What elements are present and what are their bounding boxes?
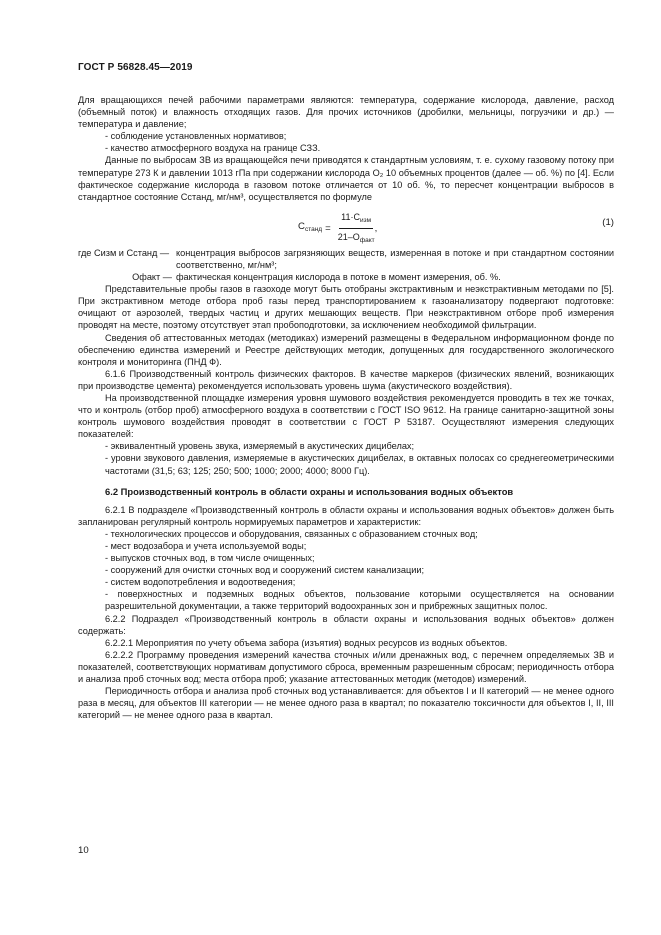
list-item: - качество атмосферного воздуха на границе СЗЗ. [105, 143, 321, 154]
paragraph: Для вращающихся печей рабочими параметрами являются: температура, содержание кислорода, давление, расход (объемный поток) и влажность отходящих газов. Для прочих источников (дробилки, мельницы, погрузчики и др.) — температура и давление; [78, 95, 614, 130]
where-description: фактическая концентрация кислорода в потоке в момент измерения, об. %. [176, 272, 501, 283]
paragraph: 6.2.2 Подраздел «Производственный контроль в области охраны и использования водных объектов» должен содержать: [78, 613, 614, 636]
document-header: ГОСТ Р 56828.45—2019 [78, 62, 193, 73]
formula-comma: , [374, 222, 378, 234]
page-body [78, 94, 614, 721]
section-heading: 6.2 Производственный контроль в области охраны и использования водных объектов [105, 485, 514, 497]
formula-numerator: $11\cdot C_{изм}$ [339, 211, 373, 229]
formula-equals: = [325, 222, 331, 234]
list-item: - уровни звукового давления, измеряемые в акустических дицибелах, в октавных полосах со среднегеометрическими частотами (31,5; 63; 125; 250; 500; 1000; 2000; 4000; 8000 Гц). [105, 453, 614, 476]
formula-1 [78, 205, 614, 243]
formula-lhs: $C_{станд}$ [298, 221, 323, 234]
where-clause [78, 271, 614, 283]
page-number: 10 [78, 845, 89, 856]
paragraph: Представительные пробы газов в газоходе могут быть отобраны экстрактивным и неэкстрактивным методами по [5]. При экстрактивном методе отбора проб газы перед транспортированием к газоанализатору подвергают подготовке: очищают от аэрозолей, твердых частиц и других мешающих веществ. При неэкстрактивном отборе проб измерения проводят на месте, поэтому отсутствует этап пробоподготовки, за исключением необходимой фильтрации. [78, 284, 614, 331]
paragraph: Периодичность отбора и анализа проб сточных вод устанавливается: для объектов I и II категорий — не менее одного раза в месяц, для объектов III категории — не менее одного раза в квартал; по показателю токсичности для объектов I, II, III категорий — не менее одного раза в квартал. [78, 686, 614, 721]
where-description: концентрация выбросов загрязняющих веществ, измеренная в потоке и при стандартном состоянии соответственно, мг/нм³; [176, 247, 614, 270]
list-item: - мест водозабора и учета используемой воды; [105, 541, 307, 551]
paragraph: Данные по выбросам ЗВ из вращающейся печи приводятся к стандартным условиям, т. е. сухому газовому потоку при температуре 273 К и давлении 1013 гПа при содержании кислорода O₂ 10 объемных процентов (далее — об. %) по [4]. Если фактическое содержание кислорода в газовом потоке отличается от 10 об. %, то пересчет концентрации выбросов в стандартное состояние Cстанд, мг/нм³, осуществляется по формуле [78, 155, 614, 202]
paragraph: 6.1.6 Производственный контроль физических факторов. В качестве маркеров (физических явлений, возникающих при производстве цемента) рекомендуется использовать уровень шума (акустического воздействия). [78, 368, 614, 391]
formula-expression [298, 211, 377, 247]
paragraph: Сведения об аттестованных методах (методиках) измерений размещены в Федеральном информационном фонде по обеспечению единства измерений и Реестре действующих методик, допущенных для государственного экологического контроля и мониторинга (ПНД Ф). [78, 332, 614, 367]
list-item: - технологических процессов и оборудования, связанных с образованием сточных вод; [105, 528, 478, 539]
equation-number: (1) [602, 216, 614, 228]
list-item: - выпусков сточных вод, в том числе очищенных; [105, 553, 315, 564]
list-item: - соблюдение установленных нормативов; [105, 131, 287, 142]
where-clause [78, 247, 614, 271]
formula-fraction [338, 211, 375, 247]
list-item: - систем водопотребления и водоотведения; [105, 577, 296, 588]
paragraph: 6.2.1 В подразделе «Производственный контроль в области охраны и использования водных объектов» должен быть запланирован регулярный контроль нормируемых параметров и характеристик: [78, 504, 614, 527]
paragraph: 6.2.2.1 Мероприятия по учету объема забора (изъятия) водных ресурсов из водных объектов. [105, 637, 508, 648]
formula-denominator: $21-O_{факт}$ [337, 231, 375, 244]
list-item: - эквивалентный уровень звука, измеряемый в акустических дицибелах; [105, 441, 415, 452]
list-item: - поверхностных и подземных водных объектов, пользование которыми осуществляется на основании разрешительной документации, а также территорий водоохранных зон и прибрежных защитных полос. [105, 589, 614, 612]
paragraph: 6.2.2.2 Программу проведения измерений качества сточных и/или дренажных вод, с перечнем определяемых ЗВ и показателей, соответствующих нормативам допустимого сброса, временным разрешенным сбросам; периодичность отбора и анализа проб сточных вод; места отбора проб; указание аттестованных методик (методов) измерений. [78, 649, 614, 685]
where-label: Oфакт — [132, 272, 172, 283]
list-item: - сооружений для очистки сточных вод и сооружений систем канализации; [105, 565, 425, 576]
paragraph: На производственной площадке измерения уровня шумового воздействия рекомендуется проводить в тех же точках, что и контроль (отбор проб) атмосферного воздуха в соответствии с ГОСТ ISO 9612. На границе санитарно-защитной зоны контроль шумового воздействия проводят в соответствии с ГОСТ Р 53187. Осуществляют измерения следующих показателей: [78, 392, 614, 440]
where-label: где Cизм и Cстанд — [78, 247, 170, 258]
